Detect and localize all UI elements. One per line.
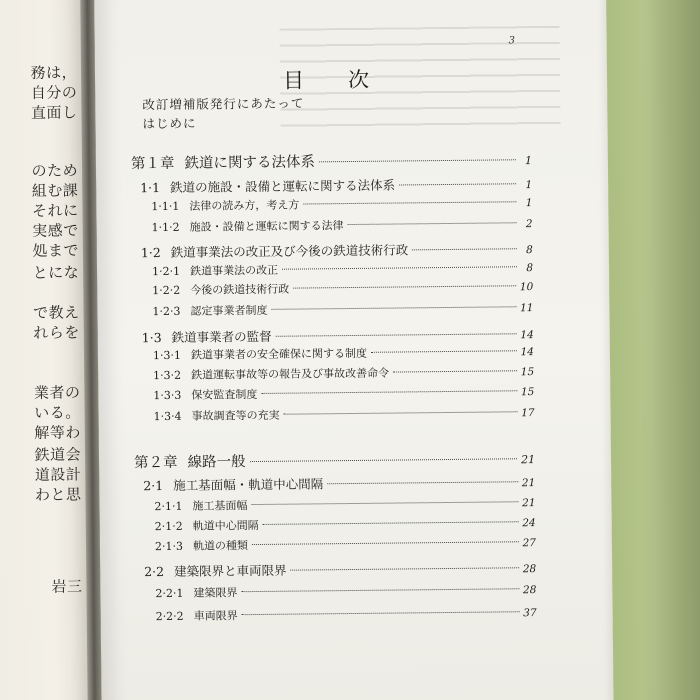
toc-sub-entry	[152, 299, 533, 319]
toc-dot-leader	[284, 411, 518, 414]
toc-sub-entry	[153, 343, 534, 363]
toc-entry-title: 建築限界と車両限界	[173, 562, 287, 579]
left-page-line: わと思	[34, 485, 82, 504]
toc-entry-page: 21	[520, 453, 536, 467]
toc-dot-leader	[261, 390, 517, 394]
toc-entry-number: 1·3·4	[153, 409, 182, 424]
toc-entry-number: 1·3·2	[153, 368, 182, 383]
toc-entry-number: 2·1·3	[154, 539, 183, 554]
toc-dot-leader	[319, 159, 516, 162]
toc-dot-leader	[348, 222, 517, 225]
toc-sub-entry	[155, 581, 536, 601]
left-page-line: 業者の	[33, 383, 81, 402]
toc-entry-number: 1·2	[140, 244, 161, 261]
toc-entry-number: 2·2	[144, 563, 165, 580]
toc-entry-page: 14	[520, 329, 534, 342]
toc-entry-title: 線路一般	[187, 454, 246, 471]
toc-sub-entry	[155, 514, 536, 534]
left-page-line: 直面し	[30, 103, 78, 122]
toc-dot-leader	[293, 285, 516, 288]
page-title: 目次	[282, 67, 414, 93]
toc-entry-number: 2·2·2	[155, 609, 184, 624]
toc-entry-number: 1·3·3	[153, 388, 182, 403]
toc-entry-title: 法律の読み方，考え方	[189, 198, 300, 213]
toc-dot-leader	[399, 183, 516, 185]
left-page-line: 道設計	[34, 465, 82, 484]
left-page-line: とにな	[32, 263, 80, 282]
toc-entry-title: 鉄道事業者の監督	[171, 328, 272, 345]
toc-entry-page: 24	[522, 517, 536, 530]
toc-entry-number: 1·1·1	[151, 199, 180, 214]
toc-entry-number: 1·1	[140, 180, 161, 196]
left-page-line: 岩三	[51, 577, 83, 596]
toc-dot-leader	[271, 306, 516, 310]
toc-section-entry	[141, 239, 533, 261]
left-page-line: いる。	[34, 403, 81, 422]
toc-page	[94, 0, 614, 700]
left-page-line: 務は，	[30, 63, 78, 82]
toc-entry-number: 1·2·2	[152, 283, 181, 298]
toc-entry-title: 軌道中心間隔	[192, 518, 259, 533]
toc-entry-title: 事故調査等の充実	[191, 408, 280, 423]
left-page	[0, 0, 92, 700]
toc-sub-entry	[153, 383, 534, 403]
toc-sub-entry	[153, 404, 534, 424]
toc-entry-title: 鉄道事業者の安全確保に関する制度	[190, 346, 367, 362]
toc-entry-title: 鉄道事業法の改正及び今後の鉄道技術行政	[170, 242, 409, 260]
left-page-line: 実感で	[32, 221, 79, 240]
toc-entry-title: 施工基面幅	[192, 499, 248, 513]
toc-section-entry	[143, 472, 535, 494]
left-page-line: で教え	[33, 303, 80, 322]
toc-entry-number: 2·2·1	[155, 586, 184, 601]
toc-entry-number: 第１章	[130, 155, 175, 173]
left-page-line: 解等わ	[34, 423, 81, 442]
toc-entry-title: 軌道の種類	[192, 539, 248, 553]
toc-entry-number: 1·3·1	[152, 348, 181, 363]
toc-entry-number: 1·2·3	[152, 304, 181, 319]
toc-section-entry	[140, 174, 532, 196]
toc-dot-leader	[276, 333, 517, 337]
toc-entry-number: 1·1·2	[151, 220, 180, 235]
page-number: 3	[508, 35, 516, 47]
toc-chapter-entry	[131, 148, 532, 173]
toc-entry-title: 認定事業者制度	[190, 303, 268, 318]
toc-entry-page: 11	[520, 302, 534, 315]
left-page-line: 組む課	[31, 181, 79, 200]
toc-dot-leader	[303, 201, 516, 204]
toc-entry-page: 10	[519, 281, 534, 294]
toc-sub-entry	[151, 194, 532, 214]
toc-dot-leader	[241, 588, 519, 592]
toc-dot-leader	[393, 370, 517, 372]
toc-sub-entry	[153, 363, 534, 383]
toc-entry-number: 2·1	[143, 477, 164, 494]
toc-sub-entry	[154, 494, 535, 514]
left-page-line: 自分の	[30, 83, 78, 102]
toc-entry-number: 2·1·2	[154, 519, 183, 534]
toc-dot-leader	[263, 521, 519, 525]
toc-entry-page: 28	[522, 584, 537, 597]
toc-entry-page: 2	[525, 218, 533, 231]
toc-entry-page: 1	[525, 197, 533, 210]
toc-sub-entry	[151, 215, 532, 235]
toc-dot-leader	[252, 541, 519, 545]
toc-entry-title: 施工基面幅・軌道中心間隔	[173, 476, 324, 493]
left-page-line: それに	[31, 201, 79, 220]
toc-entry-title: 鉄道運転事故等の報告及び事故改善命令	[191, 366, 390, 382]
toc-entry-title: 保安監査制度	[191, 387, 258, 402]
toc-dot-leader	[250, 458, 517, 462]
toc-sub-entry	[152, 259, 533, 279]
toc-entry-page: 8	[526, 262, 534, 275]
toc-dot-leader	[251, 501, 518, 505]
toc-sub-entry	[155, 534, 536, 554]
toc-section-entry	[144, 558, 536, 580]
toc-entry-page: 21	[522, 497, 536, 510]
toc-sub-entry	[156, 604, 537, 624]
toc-entry-number: 1·2·1	[151, 264, 181, 279]
toc-entry-page: 37	[523, 607, 537, 620]
front-matter-intro: はじめに	[142, 115, 197, 132]
toc-entry-number: 2·1·1	[154, 499, 183, 514]
toc-entry-title: 今後の鉄道技術行政	[190, 282, 290, 297]
toc-dot-leader	[412, 248, 517, 250]
toc-entry-title: 車両限界	[193, 609, 238, 623]
left-page-line: 鉄道会	[34, 445, 82, 464]
toc-entry-title: 鉄道に関する法体系	[184, 154, 315, 172]
toc-entry-page: 14	[520, 346, 534, 359]
toc-entry-title: 鉄道事業法の改正	[189, 263, 279, 278]
toc-entry-number: 1·3	[141, 329, 162, 346]
toc-entry-title: 建築限界	[193, 586, 238, 600]
front-matter-preface: 改訂増補版発行にあたって	[142, 95, 305, 113]
toc-entry-page: 28	[522, 563, 537, 576]
toc-entry-page: 1	[525, 179, 533, 192]
left-page-line: 処まで	[32, 241, 80, 260]
toc-chapter-entry	[134, 447, 535, 472]
toc-dot-leader	[291, 567, 519, 570]
toc-entry-number: 第２章	[133, 454, 178, 472]
toc-entry-title: 鉄道の施設・設備と運転に関する法体系	[169, 177, 396, 195]
left-page-line: れらを	[33, 323, 80, 342]
toc-dot-leader	[282, 266, 517, 269]
toc-entry-page: 1	[524, 154, 532, 168]
toc-sub-entry	[152, 278, 533, 298]
toc-entry-page: 8	[526, 244, 533, 257]
left-page-line: のため	[31, 161, 79, 180]
toc-dot-leader	[242, 611, 520, 615]
toc-entry-title: 施設・設備と運転に関する法律	[189, 219, 344, 234]
toc-entry-page: 15	[520, 366, 535, 379]
toc-entry-page: 15	[520, 386, 535, 399]
toc-entry-page: 17	[521, 407, 535, 420]
toc-entry-page: 27	[522, 537, 536, 550]
toc-dot-leader	[371, 350, 517, 353]
cover-shadow	[640, 0, 700, 700]
toc-dot-leader	[327, 481, 518, 484]
toc-entry-page: 21	[521, 477, 536, 490]
